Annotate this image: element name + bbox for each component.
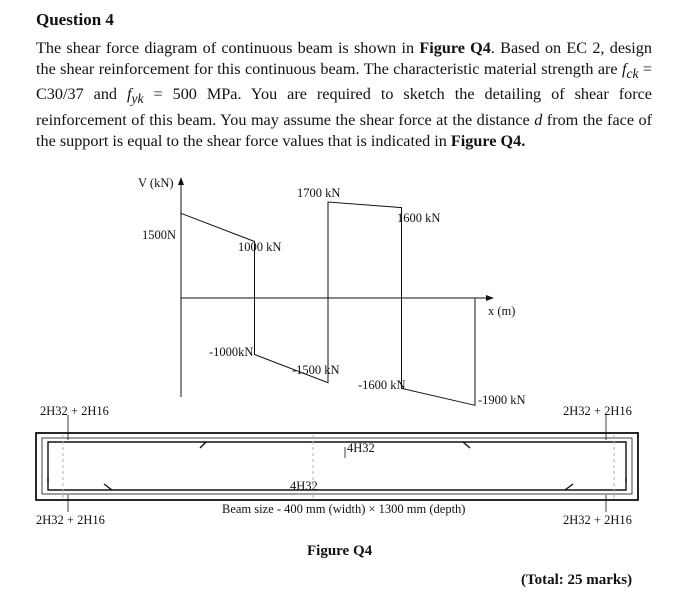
label-bottom-mid: 4H32 <box>290 479 318 493</box>
label-minus-1000: -1000kN <box>209 345 254 359</box>
top-bar-end-left <box>200 442 206 448</box>
figure-caption: Figure Q4 <box>307 543 373 559</box>
question-text: The shear force diagram of continuous beam is shown in Figure Q4. Based on EC 2, design the shear reinforcement for this continuous beam. The characteristic material strength are $f_{ck} = C30/37$ and $f_{yk} = 500$ MPa. You are required to sketch the detailing of shear force reinforcement of this beam. You may assume the shear force at the distance d from the face of the support is equal to the shear force values that is indicated in Figure Q4. <box>36 39 652 150</box>
label-1500: 1500N <box>142 228 177 242</box>
x-axis-arrow <box>486 295 494 301</box>
label-minus-1600: -1600 kN <box>358 378 406 392</box>
label-1000: 1000 kN <box>238 240 282 254</box>
y-axis-label: V (kN) <box>138 176 174 190</box>
x-axis-label: x (m) <box>488 304 516 318</box>
figure-reference: Figure Q4 <box>419 39 491 57</box>
bottom-reinforcement <box>48 478 626 490</box>
top-bar-end-right <box>463 442 470 448</box>
beam-size: Beam size - 400 mm (width) × 1300 mm (depth) <box>222 502 466 516</box>
total-marks: (Total: 25 marks) <box>521 572 633 588</box>
label-minus-1500: -1500 kN <box>292 363 340 377</box>
label-bottom-right: 2H32 + 2H16 <box>563 513 632 527</box>
label-1700: 1700 kN <box>297 186 341 200</box>
bottom-bar-end-left <box>104 484 112 490</box>
figure-reference-end: Figure Q4. <box>450 131 526 150</box>
label-top-mid: 4H32 <box>347 441 375 455</box>
bottom-bar-end-right <box>565 484 573 490</box>
label-top-left: 2H32 + 2H16 <box>40 404 109 418</box>
beam-inner <box>42 438 632 494</box>
y-axis-arrow <box>178 177 184 185</box>
label-minus-1900: -1900 kN <box>478 393 526 407</box>
top-reinforcement <box>48 442 626 482</box>
label-bottom-left: 2H32 + 2H16 <box>36 513 105 527</box>
label-1600: 1600 kN <box>397 211 441 225</box>
question-title: Question 4 <box>36 10 114 29</box>
label-top-right: 2H32 + 2H16 <box>563 404 632 418</box>
